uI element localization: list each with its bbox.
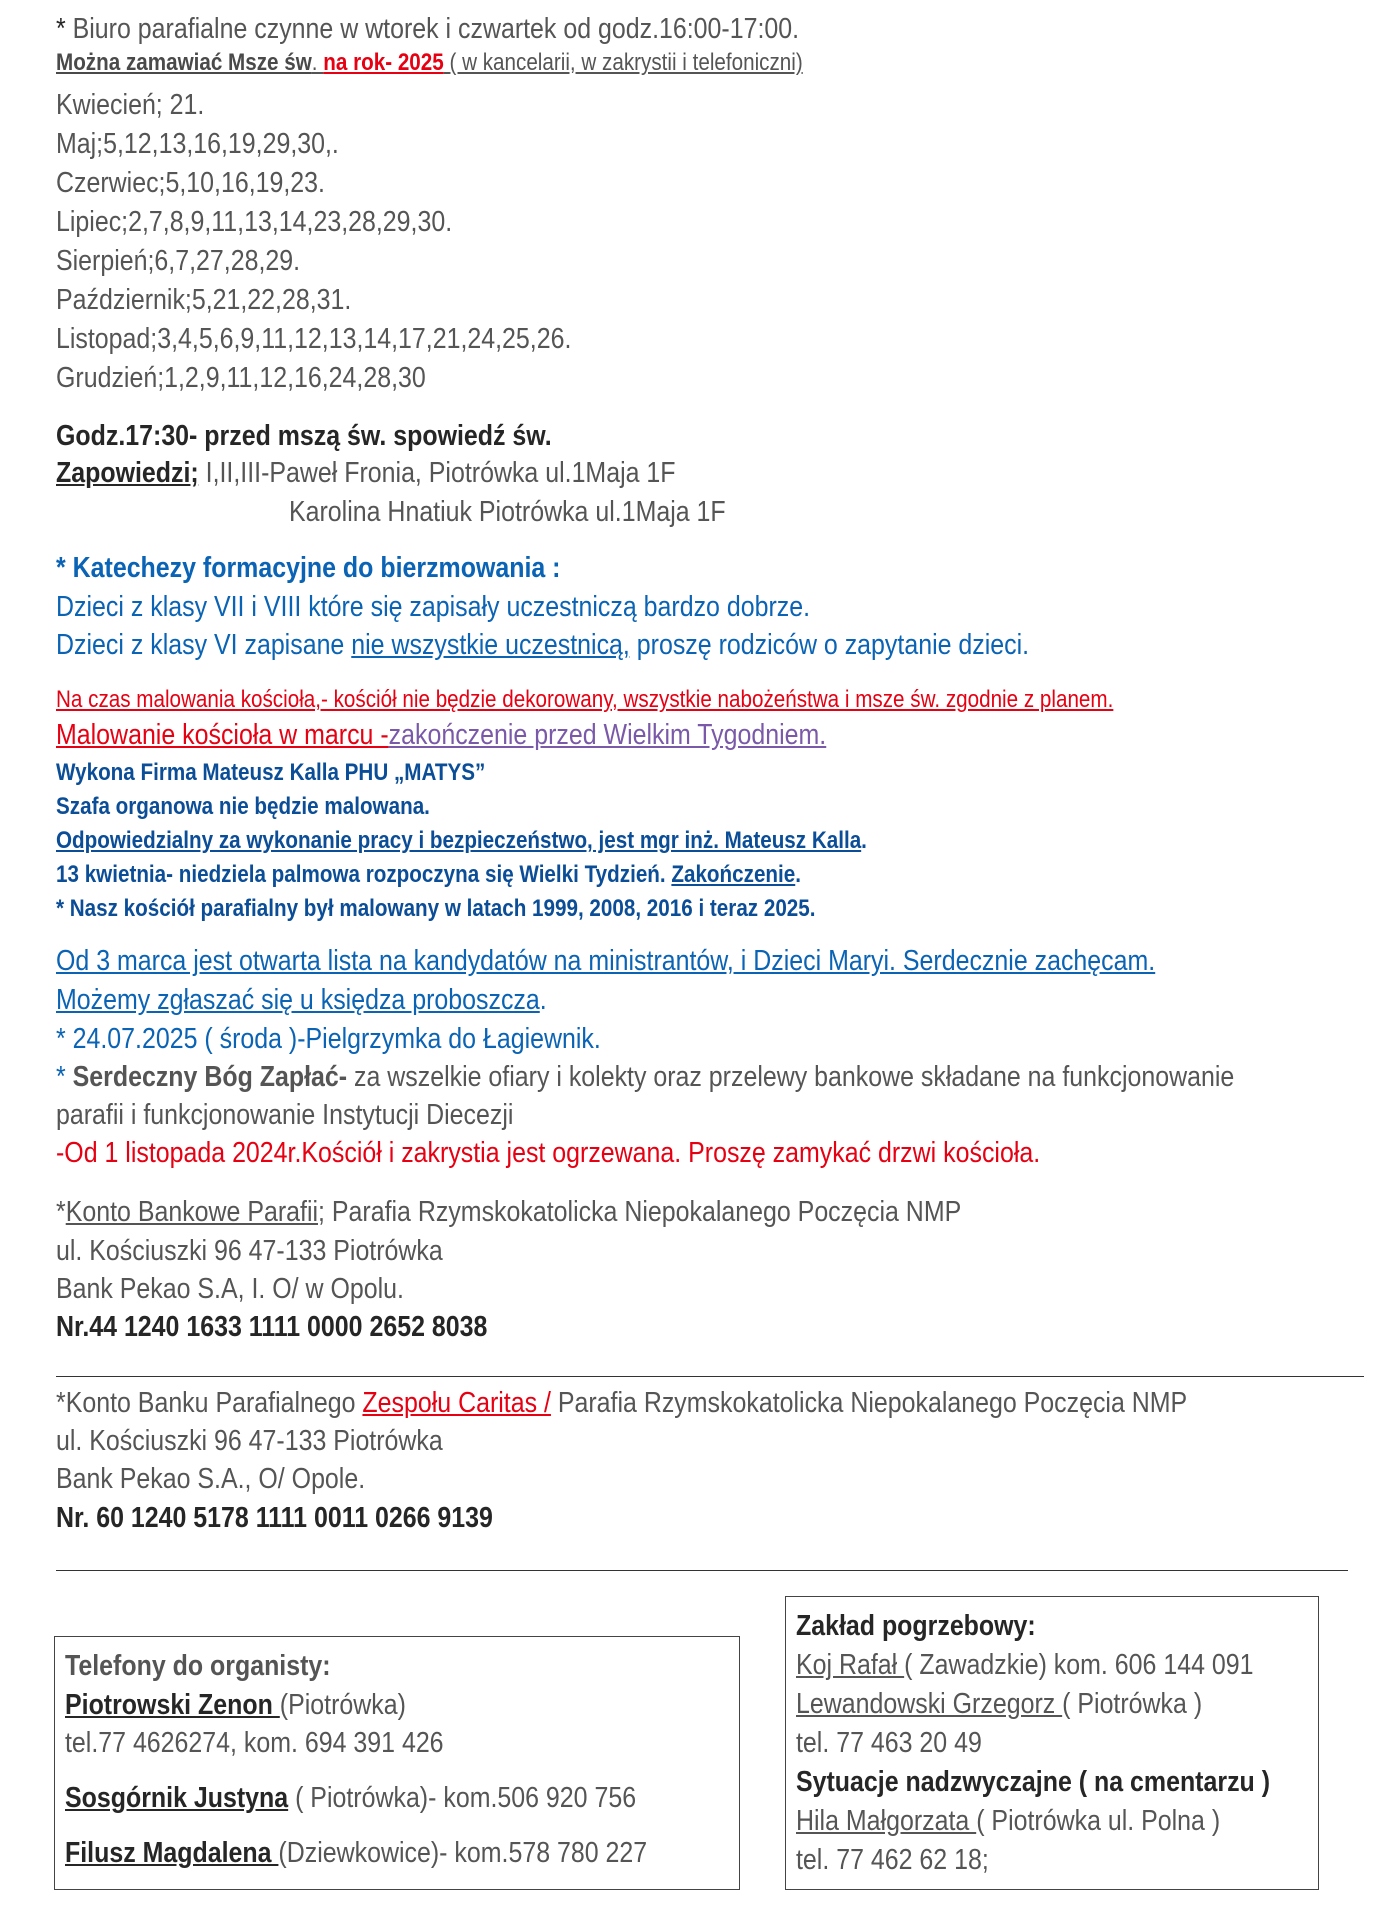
palm-c: . (795, 861, 801, 888)
divider-2 (56, 1570, 1348, 1571)
thanks-rest: za wszelkie ofiary i kolekty oraz przelewy bankowe składane na funkcjonowanie (347, 1061, 1235, 1093)
funeral-p2-rest: ( Piotrówka ) (1062, 1688, 1203, 1720)
month-july: Lipiec;2,7,8,9,11,13,14,23,28,29,30. (56, 206, 453, 238)
painting-palm-sunday (56, 860, 801, 890)
catechesis-title: * Katechezy formacyjne do bierzmowania : (56, 552, 561, 584)
painting-march-a: Malowanie kościoła w marcu - (56, 719, 389, 751)
painting-organ: Szafa organowa nie będzie malowana. (56, 793, 430, 820)
mass-orders-where: ( w kancelarii, w zakrystii i telefoniczni) (443, 49, 803, 76)
account1-bank: Bank Pekao S.A, I. O/ w Opolu. (56, 1273, 404, 1305)
organist-p2-name: Sosgórnik Justyna (65, 1782, 289, 1814)
funeral-p3-rest: ( Piotrówka ul. Polna ) (976, 1805, 1221, 1837)
catechesis-line-2b: nie wszystkie uczestnicą, (351, 629, 630, 661)
funeral-p2-tel: tel. 77 463 20 49 (796, 1727, 982, 1759)
funeral-person-1 (796, 1648, 1253, 1682)
banns-line-2: Karolina Hnatiuk Piotrówka ul.1Maja 1F (289, 496, 726, 528)
account1-address: ul. Kościuszki 96 47-133 Piotrówka (56, 1235, 443, 1267)
funeral-p1-rest: ( Zawadzkie) kom. 606 144 091 (904, 1649, 1254, 1681)
month-august: Sierpień;6,7,27,28,29. (56, 245, 301, 277)
mass-orders-dot: . (311, 49, 324, 76)
organist-person-1 (65, 1688, 406, 1722)
confession-notice: Godz.17:30- przed mszą św. spowiedź św. (56, 420, 552, 452)
funeral-p1-name: Koj Rafał (796, 1649, 905, 1681)
painting-years: * Nasz kościół parafialny był malowany w latach 1999, 2008, 2016 i teraz 2025. (56, 895, 816, 922)
banns-label: Zapowiedzi; (56, 457, 199, 489)
thanks-bullet: * (56, 1061, 73, 1093)
account2-name: Parafia Rzymskokatolicka Niepokalanego Poczęcia NMP (550, 1387, 1188, 1419)
painting-responsible (56, 826, 867, 856)
office-bullet: * (56, 13, 73, 45)
office-hours (56, 12, 799, 46)
altar-list-notice: Od 3 marca jest otwarta lista na kandydatów na ministrantów, i Dzieci Maryi. Serdecznie zachęcam. (56, 945, 1156, 977)
catechesis-line-1: Dzieci z klasy VII i VIII które się zapisały uczestniczą bardzo dobrze. (56, 591, 811, 623)
funeral-p2-name: Lewandowski Grzegorz (796, 1688, 1063, 1720)
divider-1 (56, 1376, 1364, 1377)
account1-name: Parafia Rzymskokatolicka Niepokalanego Poczęcia NMP (324, 1196, 962, 1228)
thanks-bold: Serdeczny Bóg Zapłać- (72, 1061, 348, 1093)
palm-a: 13 kwietnia- niedziela palmowa rozpoczyna się Wielki Tydzień. (56, 861, 672, 888)
funeral-title: Zakład pogrzebowy: (796, 1610, 1036, 1642)
painting-responsible-a: Odpowiedzialny za wykonanie pracy i bezpieczeństwo, jest mgr inż. Mateusz Kalla (56, 827, 862, 854)
thanks-line-1 (56, 1060, 1234, 1094)
organist-person-2 (65, 1781, 636, 1815)
account2-prefix: *Konto Banku Parafialnego (56, 1387, 363, 1419)
account1-prefix: * (56, 1196, 66, 1228)
catechesis-line-2c: proszę rodziców o zapytanie dzieci. (629, 629, 1030, 661)
banns-line-1 (56, 456, 676, 490)
painting-march (56, 718, 826, 752)
account2-address: ul. Kościuszki 96 47-133 Piotrówka (56, 1425, 443, 1457)
organist-p1-tel: tel.77 4626274, kom. 694 391 426 (65, 1727, 444, 1759)
painting-march-b: zakończenie przed Wielkim Tygodniem. (388, 719, 827, 751)
organist-person-3 (65, 1836, 647, 1870)
mass-orders-year: na rok- 2025 (323, 49, 444, 76)
painting-company: Wykona Firma Mateusz Kalla PHU „MATYS” (56, 759, 486, 786)
account2-bank: Bank Pekao S.A., O/ Opole. (56, 1463, 366, 1495)
account1-line (56, 1195, 961, 1229)
account1-label: Konto Bankowe Parafii; (65, 1196, 325, 1228)
mass-orders-heading (56, 48, 803, 78)
organist-p1-place: (Piotrówka) (279, 1689, 406, 1721)
month-june: Czerwiec;5,10,16,19,23. (56, 167, 325, 199)
banns-couple-1: I,II,III-Paweł Fronia, Piotrówka ul.1Maja 1F (198, 457, 676, 489)
organist-p1-name: Piotrowski Zenon (65, 1689, 280, 1721)
funeral-box (785, 1596, 1319, 1890)
pilgrimage: * 24.07.2025 ( środa )-Pielgrzymka do Łagiewnik. (56, 1023, 601, 1055)
funeral-p3-tel: tel. 77 462 62 18; (796, 1844, 989, 1876)
funeral-person-3 (796, 1804, 1220, 1838)
account1-number: Nr.44 1240 1633 1111 0000 2652 8038 (56, 1311, 488, 1343)
organist-p3-name: Filusz Magdalena (65, 1837, 279, 1869)
funeral-person-2 (796, 1687, 1202, 1721)
month-may: Maj;5,12,13,16,19,29,30,. (56, 128, 339, 160)
heating-notice: -Od 1 listopada 2024r.Kościół i zakrystia jest ogrzewana. Proszę zamykać drzwi kościoła. (56, 1137, 1041, 1169)
catechesis-line-2 (56, 628, 1029, 662)
thanks-line-2: parafii i funkcjonowanie Instytucji Diecezji (56, 1099, 514, 1131)
organist-p3-rest: (Dziewkowice)- kom.578 780 227 (278, 1837, 648, 1869)
painting-responsible-b: . (861, 827, 867, 854)
month-november: Listopad;3,4,5,6,9,11,12,13,14,17,21,24,25,26. (56, 323, 572, 355)
painting-notice: Na czas malowania kościoła,- kościół nie będzie dekorowany, wszystkie nabożeństwa i msze św. zgodnie z planem. (56, 686, 1114, 713)
funeral-p3-name: Hila Małgorzata (796, 1805, 977, 1837)
altar-contact (56, 983, 547, 1017)
account2-line (56, 1386, 1187, 1420)
organist-p2-rest: ( Piotrówka)- kom.506 920 756 (288, 1782, 637, 1814)
palm-b: Zakończenie (671, 861, 796, 888)
organist-box (54, 1636, 740, 1890)
account2-number: Nr. 60 1240 5178 1111 0011 0266 9139 (56, 1502, 493, 1534)
office-hours-text: Biuro parafialne czynne w wtorek i czwartek od godz.16:00-17:00. (72, 13, 800, 45)
mass-orders-label: Można zamawiać Msze św (56, 49, 312, 76)
month-october: Październik;5,21,22,28,31. (56, 284, 352, 316)
catechesis-line-2a: Dzieci z klasy VI zapisane (56, 629, 352, 661)
organist-title: Telefony do organisty: (65, 1650, 331, 1682)
altar-contact-b: . (539, 984, 547, 1016)
account2-caritas: Zespołu Caritas / (362, 1387, 551, 1419)
month-december: Grudzień;1,2,9,11,12,16,24,28,30 (56, 362, 426, 394)
month-april: Kwiecień; 21. (56, 89, 205, 121)
funeral-emergency: Sytuacje nadzwyczajne ( na cmentarzu ) (796, 1766, 1271, 1798)
altar-contact-a: Możemy zgłaszać się u księdza proboszcza (56, 984, 540, 1016)
